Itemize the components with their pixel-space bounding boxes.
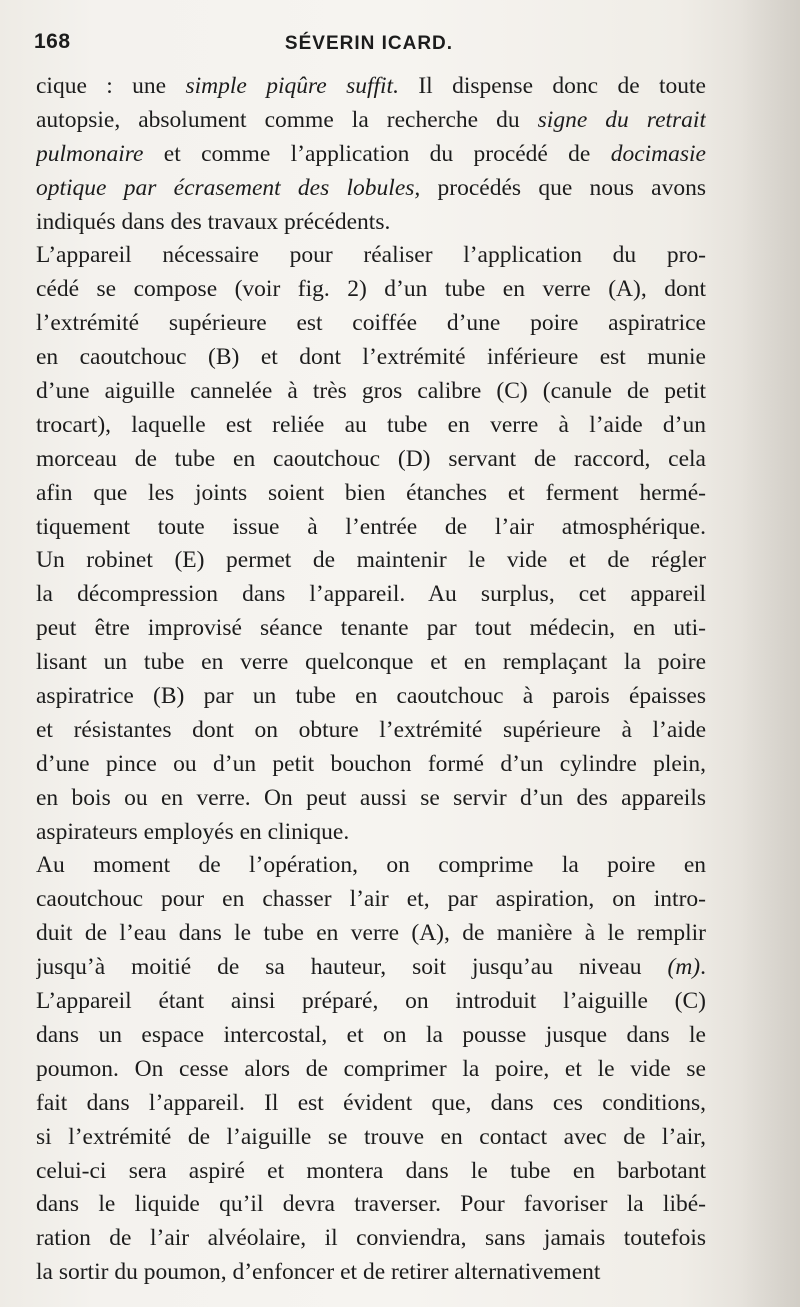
paragraph — [36, 239, 706, 849]
text-segment: la décompression dans l’appareil. Au surplus, cet appareil — [36, 581, 706, 608]
text-segment: L’appareil nécessaire pour réaliser l’application du pro- — [36, 242, 706, 269]
text-line — [36, 1121, 706, 1155]
page-number: 168 — [34, 30, 71, 53]
text-segment: d’une aiguille cannelée à très gros calibre (C) (canule de petit — [36, 378, 706, 405]
text-segment: dans un espace intercostal, et on la pousse jusque dans le — [36, 1021, 706, 1048]
italic-text: pulmonaire — [36, 140, 144, 167]
text-segment: indiqués dans des travaux précédents. — [36, 208, 391, 235]
text-line — [36, 409, 706, 443]
paragraph — [36, 849, 706, 1290]
text-segment: autopsie, absolument comme la recherche du — [36, 106, 538, 133]
running-head: SÉVERIN ICARD. — [284, 33, 454, 54]
text-line — [36, 138, 706, 172]
text-segment: en caoutchouc (B) et dont l’extrémité inférieure est munie — [36, 344, 706, 371]
text-segment: si l’extrémité de l’aiguille se trouve en contact avec de l’air, — [36, 1123, 706, 1150]
text-segment: d’une pince ou d’un petit bouchon formé d’un cylindre plein, — [36, 750, 706, 777]
text-segment: l’extrémité supérieure est coiffée d’une poire aspiratrice — [36, 310, 706, 337]
text-segment: dans le liquide qu’il devra traverser. Pour favoriser la libé- — [36, 1191, 706, 1218]
body-text — [36, 70, 706, 1290]
text-line — [36, 1087, 706, 1121]
text-line — [36, 816, 706, 850]
text-segment: et résistantes dont on obture l’extrémité supérieure à l’aide — [36, 716, 706, 743]
text-line — [36, 1188, 706, 1222]
text-line — [36, 782, 706, 816]
text-segment: cique : une — [36, 73, 186, 99]
text-line — [36, 646, 706, 680]
text-segment: et comme l’application du procédé de — [143, 140, 611, 167]
text-segment: trocart), laquelle est reliée au tube en verre à l’aide d’un — [36, 411, 706, 438]
text-line — [36, 1053, 706, 1087]
text-segment: poumon. On cesse alors de comprimer la poire, et le vide se — [36, 1055, 706, 1082]
text-line — [36, 1155, 706, 1189]
text-line — [36, 239, 706, 273]
text-line — [36, 307, 706, 341]
text-segment: tiquement toute issue à l’entrée de l’air atmosphérique. — [36, 513, 706, 540]
text-line — [36, 341, 706, 375]
text-line — [36, 1256, 706, 1290]
text-segment: afin que les joints soient bien étanches et ferment hermé- — [36, 479, 706, 506]
text-line — [36, 748, 706, 782]
text-segment: la sortir du poumon, d’enfoncer et de retirer alternativement — [36, 1259, 601, 1286]
text-segment: en bois ou en verre. On peut aussi se servir d’un des appareils — [36, 784, 706, 811]
text-line — [36, 1222, 706, 1256]
text-line — [36, 443, 706, 477]
text-line — [36, 544, 706, 578]
text-segment: duit de l’eau dans le tube en verre (A), de manière à le remplir — [36, 920, 706, 947]
text-line — [36, 511, 706, 545]
page-edge-shadow — [740, 0, 800, 1307]
text-segment: cédé se compose (voir fig. 2) d’un tube en verre (A), dont — [36, 276, 706, 303]
text-segment: morceau de tube en caoutchouc (D) servant de raccord, cela — [36, 445, 706, 472]
text-segment: celui-ci sera aspiré et montera dans le tube en barbotant — [36, 1157, 706, 1184]
text-segment: Un robinet (E) permet de maintenir le vide et de régler — [36, 547, 706, 574]
text-segment: aspirateurs employés en clinique. — [36, 818, 350, 845]
text-line — [36, 849, 706, 883]
text-segment: L’appareil étant ainsi préparé, on introduit l’aiguille (C) — [36, 988, 706, 1015]
text-segment: procédés que nous avons — [420, 174, 706, 201]
text-line — [36, 985, 706, 1019]
text-line — [36, 883, 706, 917]
text-line — [36, 273, 706, 307]
text-segment: peut être improvisé séance tenante par tout médecin, en uti- — [36, 615, 706, 642]
text-line — [36, 206, 706, 240]
text-segment: fait dans l’appareil. Il est évident que, dans ces conditions, — [36, 1089, 706, 1116]
text-line — [36, 172, 706, 206]
text-line — [36, 70, 706, 104]
text-line — [36, 375, 706, 409]
text-line — [36, 578, 706, 612]
text-segment: Au moment de l’opération, on comprime la poire en — [36, 852, 706, 879]
italic-text: (m) — [667, 954, 701, 981]
text-line — [36, 1019, 706, 1053]
text-line — [36, 917, 706, 951]
text-segment: caoutchouc pour en chasser l’air et, par aspiration, on intro- — [36, 886, 706, 913]
text-segment: aspiratrice (B) par un tube en caoutchouc à parois épaisses — [36, 683, 706, 710]
paragraph — [36, 70, 706, 239]
italic-text: signe du retrait — [537, 106, 706, 133]
text-segment: . — [700, 954, 706, 981]
italic-text: optique par écrasement des lobules, — [36, 174, 421, 201]
text-line — [36, 612, 706, 646]
text-segment: lisant un tube en verre quelconque et en remplaçant la poire — [36, 649, 706, 676]
text-line — [36, 104, 706, 138]
italic-text: simple piqûre suffit. — [185, 73, 399, 99]
text-line — [36, 680, 706, 714]
text-line — [36, 951, 706, 985]
page-header — [34, 30, 704, 64]
text-segment: jusqu’à moitié de sa hauteur, soit jusqu’au niveau — [36, 954, 668, 981]
text-segment: ration de l’air alvéolaire, il conviendra, sans jamais toutefois — [36, 1225, 706, 1252]
text-segment: Il dispense donc de toute — [398, 73, 706, 99]
italic-text: docimasie — [610, 140, 706, 167]
text-line — [36, 477, 706, 511]
text-line — [36, 714, 706, 748]
